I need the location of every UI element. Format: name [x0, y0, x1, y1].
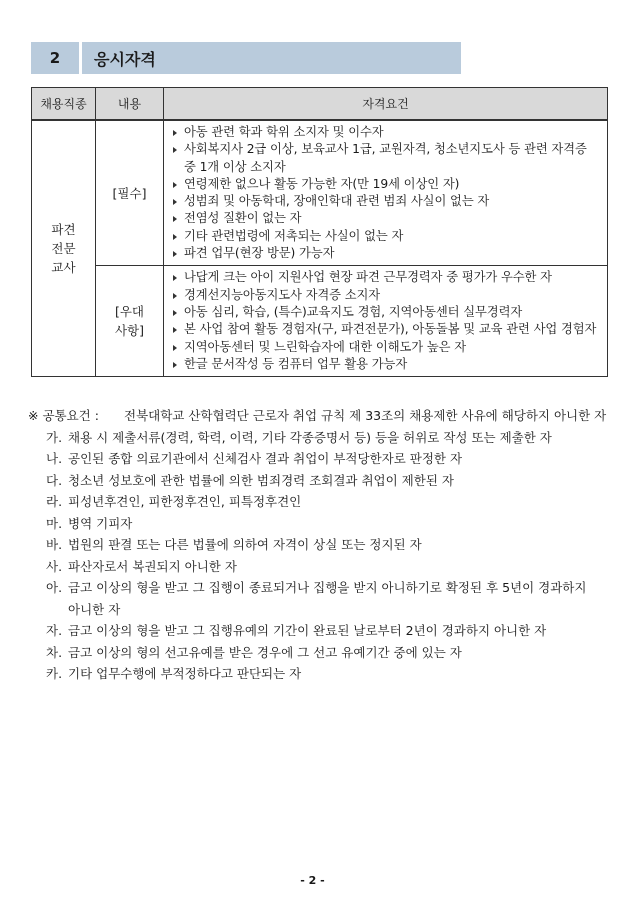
list-item: 성범죄 및 아동학대, 장애인학대 관련 범죄 사실이 없는 자 [172, 193, 599, 210]
clause-text: 채용 시 제출서류(경력, 학력, 이력, 기타 각종증명서 등) 등을 허위로 작성 또는 제출한 자 [68, 429, 552, 445]
clause-label: 카. [46, 666, 63, 681]
clause-label: 라. [46, 494, 63, 509]
job-type-line: 전문 [51, 241, 76, 257]
header-job-type: 채용직종 [32, 88, 96, 121]
section-title: 응시자격 [82, 42, 461, 74]
section-header [31, 42, 461, 74]
kind-required: [필수] [96, 120, 164, 266]
common-requirements-intro: 전북대학교 산학협력단 근로자 취업 규칙 제 33조의 채용제한 사유에 해당하지 아니한 자 [124, 408, 607, 423]
list-item: 파견 업무(현장 방문) 가능자 [172, 245, 599, 262]
clause-text: 금고 이상의 형을 받고 그 집행이 종료되거나 집행을 받지 아니하기로 확정된 후 5년이 경과하지 아니한 자 [68, 580, 587, 617]
list-item: 연령제한 없으나 활동 가능한 자(만 19세 이상인 자) [172, 176, 599, 193]
clause-item [46, 534, 613, 556]
list-item: 기타 관련법령에 저촉되는 사실이 없는 자 [172, 228, 599, 245]
qualification-table [31, 87, 608, 377]
clause-text: 병역 기피자 [68, 515, 133, 531]
clause-item [46, 470, 613, 492]
kind-preferred-line: [우대 [114, 304, 145, 320]
header-content: 내용 [96, 88, 164, 121]
table-row-preferred [32, 266, 608, 377]
clause-text: 법원의 판결 또는 다른 법률에 의하여 자격이 상실 또는 정지된 자 [68, 537, 422, 552]
common-requirements-label: ※ 공통요건 : [28, 408, 99, 423]
required-list-cell [164, 120, 608, 266]
clause-label: 자. [46, 623, 63, 638]
common-requirements [28, 405, 613, 685]
clause-text: 기타 업무수행에 부적정하다고 판단되는 자 [68, 666, 302, 681]
clause-item [46, 427, 613, 449]
clause-item [46, 577, 613, 620]
job-type-line: 교사 [51, 260, 76, 276]
list-item: 경계선지능아동지도사 자격증 소지자 [172, 287, 599, 304]
clause-text: 청소년 성보호에 관한 법률에 의한 범죄경력 조회결과 취업이 제한된 자 [68, 472, 454, 488]
clause-item [46, 642, 613, 664]
kind-preferred-line: 사항] [114, 323, 145, 339]
clause-text: 피성년후견인, 피한정후견인, 피특정후견인 [68, 494, 302, 509]
list-item: 한글 문서작성 등 컴퓨터 업무 활용 가능자 [172, 356, 599, 373]
list-item: 전염성 질환이 없는 자 [172, 210, 599, 227]
clause-item [46, 620, 613, 642]
clause-label: 다. [46, 472, 63, 488]
clause-text: 공인된 종합 의료기관에서 신체검사 결과 취업이 부적당한자로 판정한 자 [68, 451, 463, 466]
table-row-required [32, 120, 608, 266]
job-type-line: 파견 [51, 222, 76, 238]
page-number: - 2 - [300, 874, 325, 887]
clause-label: 아. [46, 580, 63, 595]
list-item: 아동 심리, 학습, (특수)교육지도 경험, 지역아동센터 실무경력자 [172, 304, 599, 321]
section-number: 2 [31, 42, 79, 74]
list-item: 지역아동센터 및 느린학습자에 대한 이해도가 높은 자 [172, 339, 599, 356]
clause-item [46, 491, 613, 513]
clause-text: 금고 이상의 형을 받고 그 집행유예의 기간이 완료된 날로부터 2년이 경과하지 아니한 자 [68, 623, 547, 638]
clause-item [46, 663, 613, 685]
clause-label: 바. [46, 537, 63, 552]
preferred-list-cell [164, 266, 608, 377]
clause-text: 금고 이상의 형의 선고유예를 받은 경우에 그 선고 유예기간 중에 있는 자 [68, 644, 462, 660]
clause-label: 나. [46, 451, 63, 466]
list-item: 나답게 크는 아이 지원사업 현장 파견 근무경력자 중 평가가 우수한 자 [172, 269, 599, 286]
table-header-row [32, 88, 608, 121]
clause-label: 차. [46, 644, 63, 660]
clause-label: 사. [46, 558, 63, 574]
job-type-cell [32, 120, 96, 377]
clause-item [46, 556, 613, 578]
clause-label: 가. [46, 429, 63, 445]
clause-item [46, 513, 613, 535]
clause-item [46, 448, 613, 470]
list-item: 사회복지사 2급 이상, 보육교사 1급, 교원자격, 청소년지도사 등 관련 자격증 중 1개 이상 소지자 [172, 141, 599, 176]
header-requirements: 자격요건 [164, 88, 608, 121]
list-item: 본 사업 참여 활동 경험자(구, 파견전문가), 아동돌봄 및 교육 관련 사업 경험자 [172, 321, 599, 338]
clause-label: 마. [46, 515, 63, 531]
clause-text: 파산자로서 복권되지 아니한 자 [68, 558, 237, 574]
list-item: 아동 관련 학과 학위 소지자 및 이수자 [172, 124, 599, 141]
disqualification-list [28, 427, 613, 685]
kind-preferred [96, 266, 164, 377]
